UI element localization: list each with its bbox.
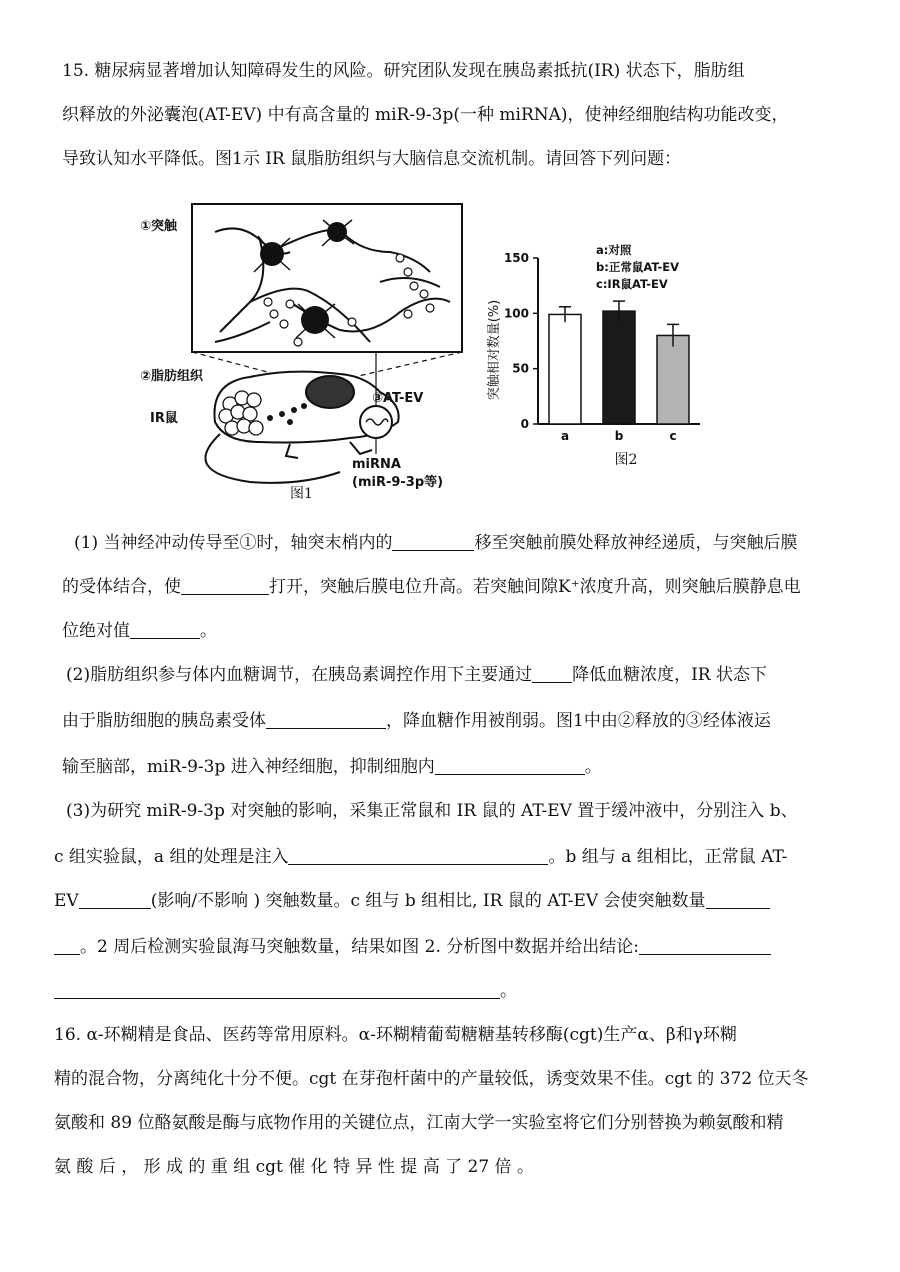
q15-part2-line-3 [62,756,602,778]
chart-y-tick-label: 50 [512,361,529,376]
q16-line-2: 精的混合物，分离纯化十分不便。cgt 在芽孢杆菌中的产量较低，诱变效果不佳。cgt 的 372 位天冬 [54,1069,809,1089]
figure-1 [140,192,480,502]
q15-part2-text-2b: ，降血糖作用被削弱。图1中由②释放的③经体液运 [386,711,771,731]
q15-part2-text-3a: 输至脑部，miR-9-3p 进入神经细胞，抑制细胞内 [62,757,435,777]
answer-blank-8[interactable] [79,892,151,909]
chart-bar-a [549,314,581,424]
figure-2-caption: 图2 [614,452,638,468]
label-adipose: ②脂肪组织 [140,369,204,384]
figure-2-chart [480,240,720,472]
q15-part3-text-3b: (影响/不影响 ) 突触数量。c 组与 b 组相比, IR 鼠的 AT-EV 会使突触数量 [150,891,706,911]
answer-blank-3[interactable] [130,622,200,639]
q16-line-4: 氨 酸 后 ， 形 成 的 重 组 cgt 催 化 特 异 性 提 高 了 27 倍 。 [54,1157,534,1177]
answer-blank-6[interactable] [435,758,585,775]
answer-blank-7[interactable] [288,848,548,865]
chart-x-tick-label: a [560,429,570,443]
answer-blank-1[interactable] [392,534,474,551]
q15-part1-text-1a: (1) 当神经冲动传导至①时，轴突末梢内的 [74,533,393,553]
q15-part2-text-2a: 由于脂肪细胞的胰岛素受体 [62,711,266,731]
answer-blank-10-cont[interactable] [54,982,500,999]
chart-x-tick-label: b [614,429,624,443]
q15-part1-line-1 [74,532,797,554]
chart-x-tick-label: c [669,429,677,443]
label-mirna: miRNA [352,457,401,472]
q15-part2-text-3b: 。 [584,757,602,777]
at-ev-vesicle-icon [360,406,392,438]
q15-part3-line-4 [54,936,771,958]
chart-bar-b [603,311,635,424]
chart-y-axis-label: 突触相对数量(%) [487,299,502,401]
q15-part3-line-2 [54,846,787,868]
q15-part3-text-3a: EV [54,891,79,911]
chart-y-tick-label: 0 [520,417,529,431]
chart-legend-entry: c:IR鼠AT-EV [596,277,668,291]
q15-part1-text-2b: 打开，突触后膜电位升高。若突触间隙K⁺浓度升高，则突触后膜静息电 [269,577,801,597]
q15-part3-line-1: (3)为研究 miR-9-3p 对突触的影响，采集正常鼠和 IR 鼠的 AT-EV 置于缓冲液中，分别注入 b、 [66,801,798,821]
q15-part1-text-3b: 。 [200,621,217,641]
chart-bars [549,301,689,443]
q16-line-1: 16. α-环糊精是食品、医药等常用原料。α-环糊精葡萄糖糖基转移酶(cgt)生产α、β和γ环糊 [54,1025,737,1045]
chart-legend-entry: b:正常鼠AT-EV [596,260,680,274]
chart-y-tick-label: 100 [503,306,529,321]
q15-part3-line-3 [54,890,770,912]
chart-legend [596,243,679,291]
q15-part1-line-2 [62,576,801,598]
answer-blank-9-cont[interactable] [54,938,80,955]
q15-part3-text-2b: 。b 组与 a 组相比，正常鼠 AT- [548,847,788,867]
q15-intro-line-3: 导致认知水平降低。图1示 IR 鼠脂肪组织与大脑信息交流机制。请回答下列问题： [62,149,682,169]
q15-part1-line-3 [62,620,217,642]
q16-line-3: 氨酸和 89 位酪氨酸是酶与底物作用的关键位点，江南大学一实验室将它们分别替换为赖氨酸和精 [54,1113,784,1133]
chart-bar-c [657,335,689,424]
label-mirna-example: (miR-9-3p等) [352,475,444,490]
q15-part1-text-1b: 移至突触前膜处释放神经递质，与突触后膜 [474,533,798,553]
chart-legend-entry: a:对照 [596,243,632,257]
chart-y-tick-label: 150 [503,251,529,265]
label-at-ev: ③AT-EV [372,391,424,406]
q15-part3-line-5 [54,980,517,1002]
label-ir-mouse: IR鼠 [150,411,178,426]
q15-intro-line-2: 织释放的外泌囊泡(AT-EV) 中有高含量的 miR-9-3p(一种 miRNA)，使神经细胞结构功能改变， [62,105,789,125]
answer-blank-4[interactable] [532,666,572,683]
answer-blank-10[interactable] [639,938,771,955]
q15-intro-line-1: 15. 糖尿病显著增加认知障碍发生的风险。研究团队发现在胰岛素抵抗(IR) 状态下，脂肪组 [62,61,745,81]
q15-part2-text-1a: (2)脂肪组织参与体内血糖调节，在胰岛素调控作用下主要通过 [66,665,533,685]
q15-part1-text-2a: 的受体结合，使 [62,577,181,597]
q15-part1-text-3a: 位绝对值 [62,621,130,641]
q15-part2-line-2 [62,710,771,732]
answer-blank-5[interactable] [266,712,386,729]
answer-blank-9[interactable] [706,892,770,909]
q15-part3-text-5b: 。 [500,981,517,1001]
q15-part2-text-1b: 降低血糖浓度，IR 状态下 [572,665,768,685]
answer-blank-2[interactable] [181,578,269,595]
q15-part3-text-2a: c 组实验鼠，a 组的处理是注入 [54,847,289,867]
figure-1-caption: 图1 [290,486,313,502]
label-synapse: ①突触 [140,219,178,234]
q15-part3-text-4b: 。2 周后检测实验鼠海马突触数量，结果如图 2. 分析图中数据并给出结论: [80,937,639,957]
q15-part2-line-1 [66,664,767,686]
